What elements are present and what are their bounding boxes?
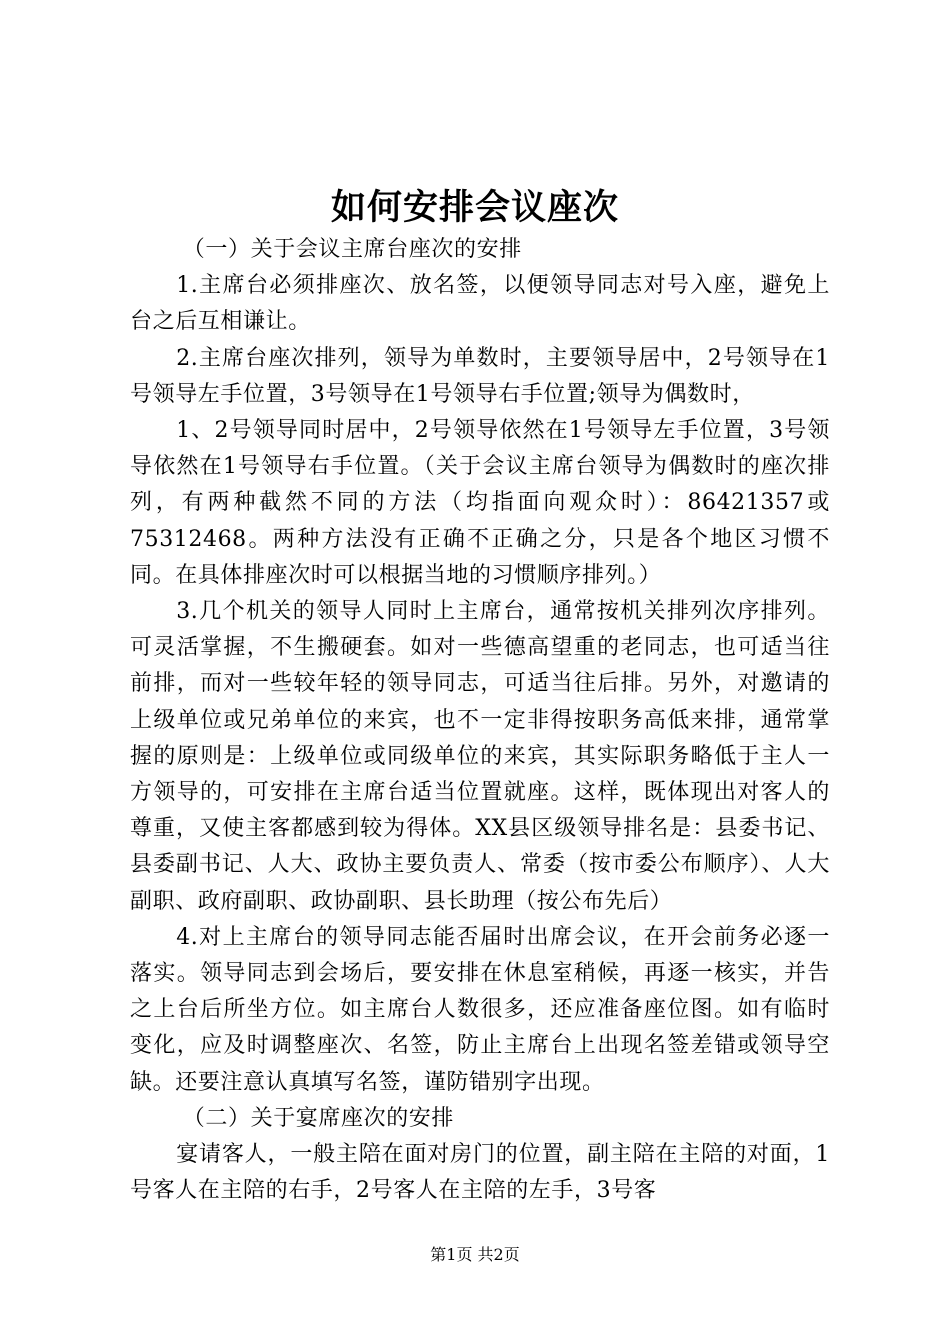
section-heading-meeting: （一）关于会议主席台座次的安排 (182, 237, 522, 262)
page-footer: 第1页 共2页 (430, 1245, 520, 1264)
paragraph-5: 4.对上主席台的领导同志能否届时出席会议，在开会前务必逐一落实。领导同志到会场后，要安排在休息室稍候，再逐一核实，并告之上台后所坐方位。如主席台人数很多，还应准备座位图。如有临时变化，应及时调整座次、名签，防止主席台上出现名签差错或领导空缺。还要注意认真填写名签，谨防错别字出现。 (130, 924, 830, 1095)
document-body (130, 232, 830, 1209)
paragraph-4: 3.几个机关的领导人同时上主席台，通常按机关排列次序排列。可灵活掌握，不生搬硬套。如对一些德高望重的老同志，也可适当往前排，而对一些较年轻的领导同志，可适当往后排。另外，对邀请的上级单位或兄弟单位的来宾，也不一定非得按职务高低来排，通常掌握的原则是：上级单位或同级单位的来宾，其实际职务略低于主人一方领导的，可安排在主席台适当位置就座。这样，既体现出对客人的尊重，又使主客都感到较为得体。XX县区级领导排名是：县委书记、县委副书记、人大、政协主要负责人、常委（按市委公布顺序）、人大副职、政府副职、政协副职、县长助理（按公布先后） (130, 599, 830, 914)
document-title: 如何安排会议座次 (330, 187, 619, 228)
paragraph-2: 2.主席台座次排列，领导为单数时，主要领导居中，2号领导在1号领导左手位置，3号领导在1号领导右手位置;领导为偶数时， (130, 345, 830, 407)
paragraph-6: 宴请客人，一般主陪在面对房门的位置，副主陪在主陪的对面，1号客人在主陪的右手，2号客人在主陪的左手，3号客 (130, 1142, 830, 1204)
section-heading-banquet: （二）关于宴席座次的安排 (182, 1105, 454, 1131)
paragraph-1: 1.主席台必须排座次、放名签，以便领导同志对号入座，避免上台之后互相谦让。 (130, 273, 830, 335)
paragraph-3: 1、2号领导同时居中，2号领导依然在1号领导左手位置，3号领导依然在1号领导右手位置。（关于会议主席台领导为偶数时的座次排列，有两种截然不同的方法（均指面向观众时）：86421357或75312468。两种方法没有正确不正确之分，只是各个地区习惯不同。在具体排座次时可以根据当地的习惯顺序排列。） (130, 418, 830, 588)
